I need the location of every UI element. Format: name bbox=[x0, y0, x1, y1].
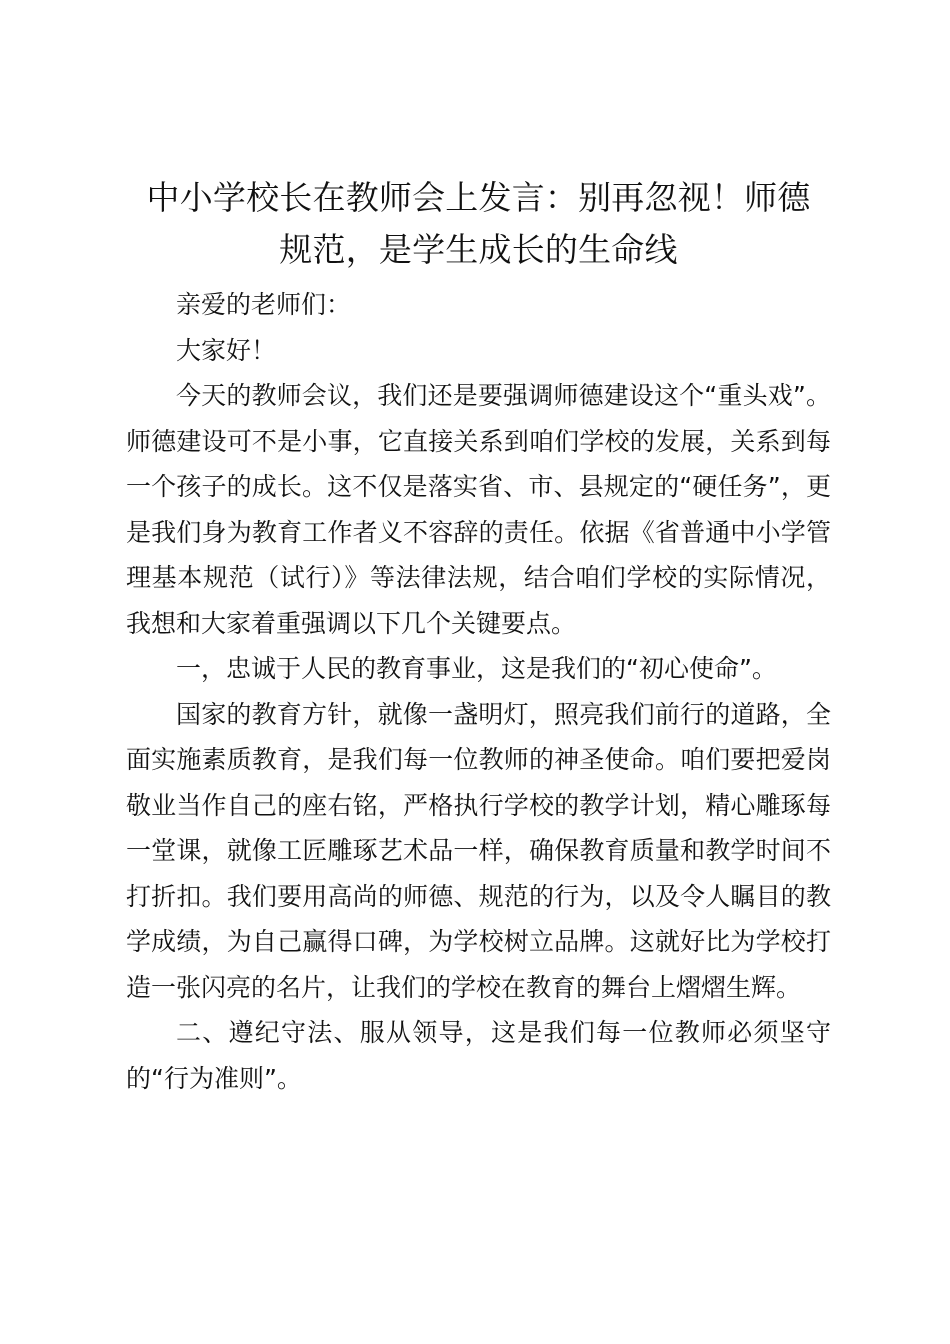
greeting: 大家好！ bbox=[176, 335, 277, 365]
speech-text bbox=[126, 282, 831, 1101]
paragraph-section-1: 国家的教育方针，就像一盏明灯，照亮我们前行的道路，全面实施素质教育，是我们每一位教师的神圣使命。咱们要把爱岗敬业当作自己的座右铭，严格执行学校的教学计划，精心雕琢每一堂课，就像工匠雕琢艺术品一样，确保教育质量和教学时间不打折扣。我们要用高尚的师德、规范的行为，以及令人瞩目的教学成绩，为自己赢得口碑，为学校树立品牌。这就好比为学校打造一张闪亮的名片，让我们的学校在教育的舞台上熠熠生辉。 bbox=[126, 699, 831, 1002]
section-heading-1: 一，忠诚于人民的教育事业，这是我们的“初心使命”。 bbox=[176, 654, 777, 683]
title-line-1: 中小学校长在教师会上发言：别再忽视！师德 bbox=[146, 178, 811, 217]
section-heading-2: 二、遵纪守法、服从领导，这是我们每一位教师必须坚守的“行为准则”。 bbox=[126, 1018, 831, 1093]
document-title bbox=[126, 172, 831, 276]
document-body bbox=[126, 172, 831, 1101]
paragraph-intro: 今天的教师会议，我们还是要强调师德建设这个“重头戏”。师德建设可不是小事，它直接关系到咱们学校的发展，关系到每一个孩子的成长。这不仅是落实省、市、县规定的“硬任务”，更是我们身为教育工作者义不容辞的责任。依据《省普通中小学管理基本规范（试行）》等法律法规，结合咱们学校的实际情况，我想和大家着重强调以下几个关键要点。 bbox=[126, 381, 831, 638]
title-line-2: 规范，是学生成长的生命线 bbox=[279, 230, 678, 269]
salutation: 亲爱的老师们： bbox=[176, 290, 352, 319]
